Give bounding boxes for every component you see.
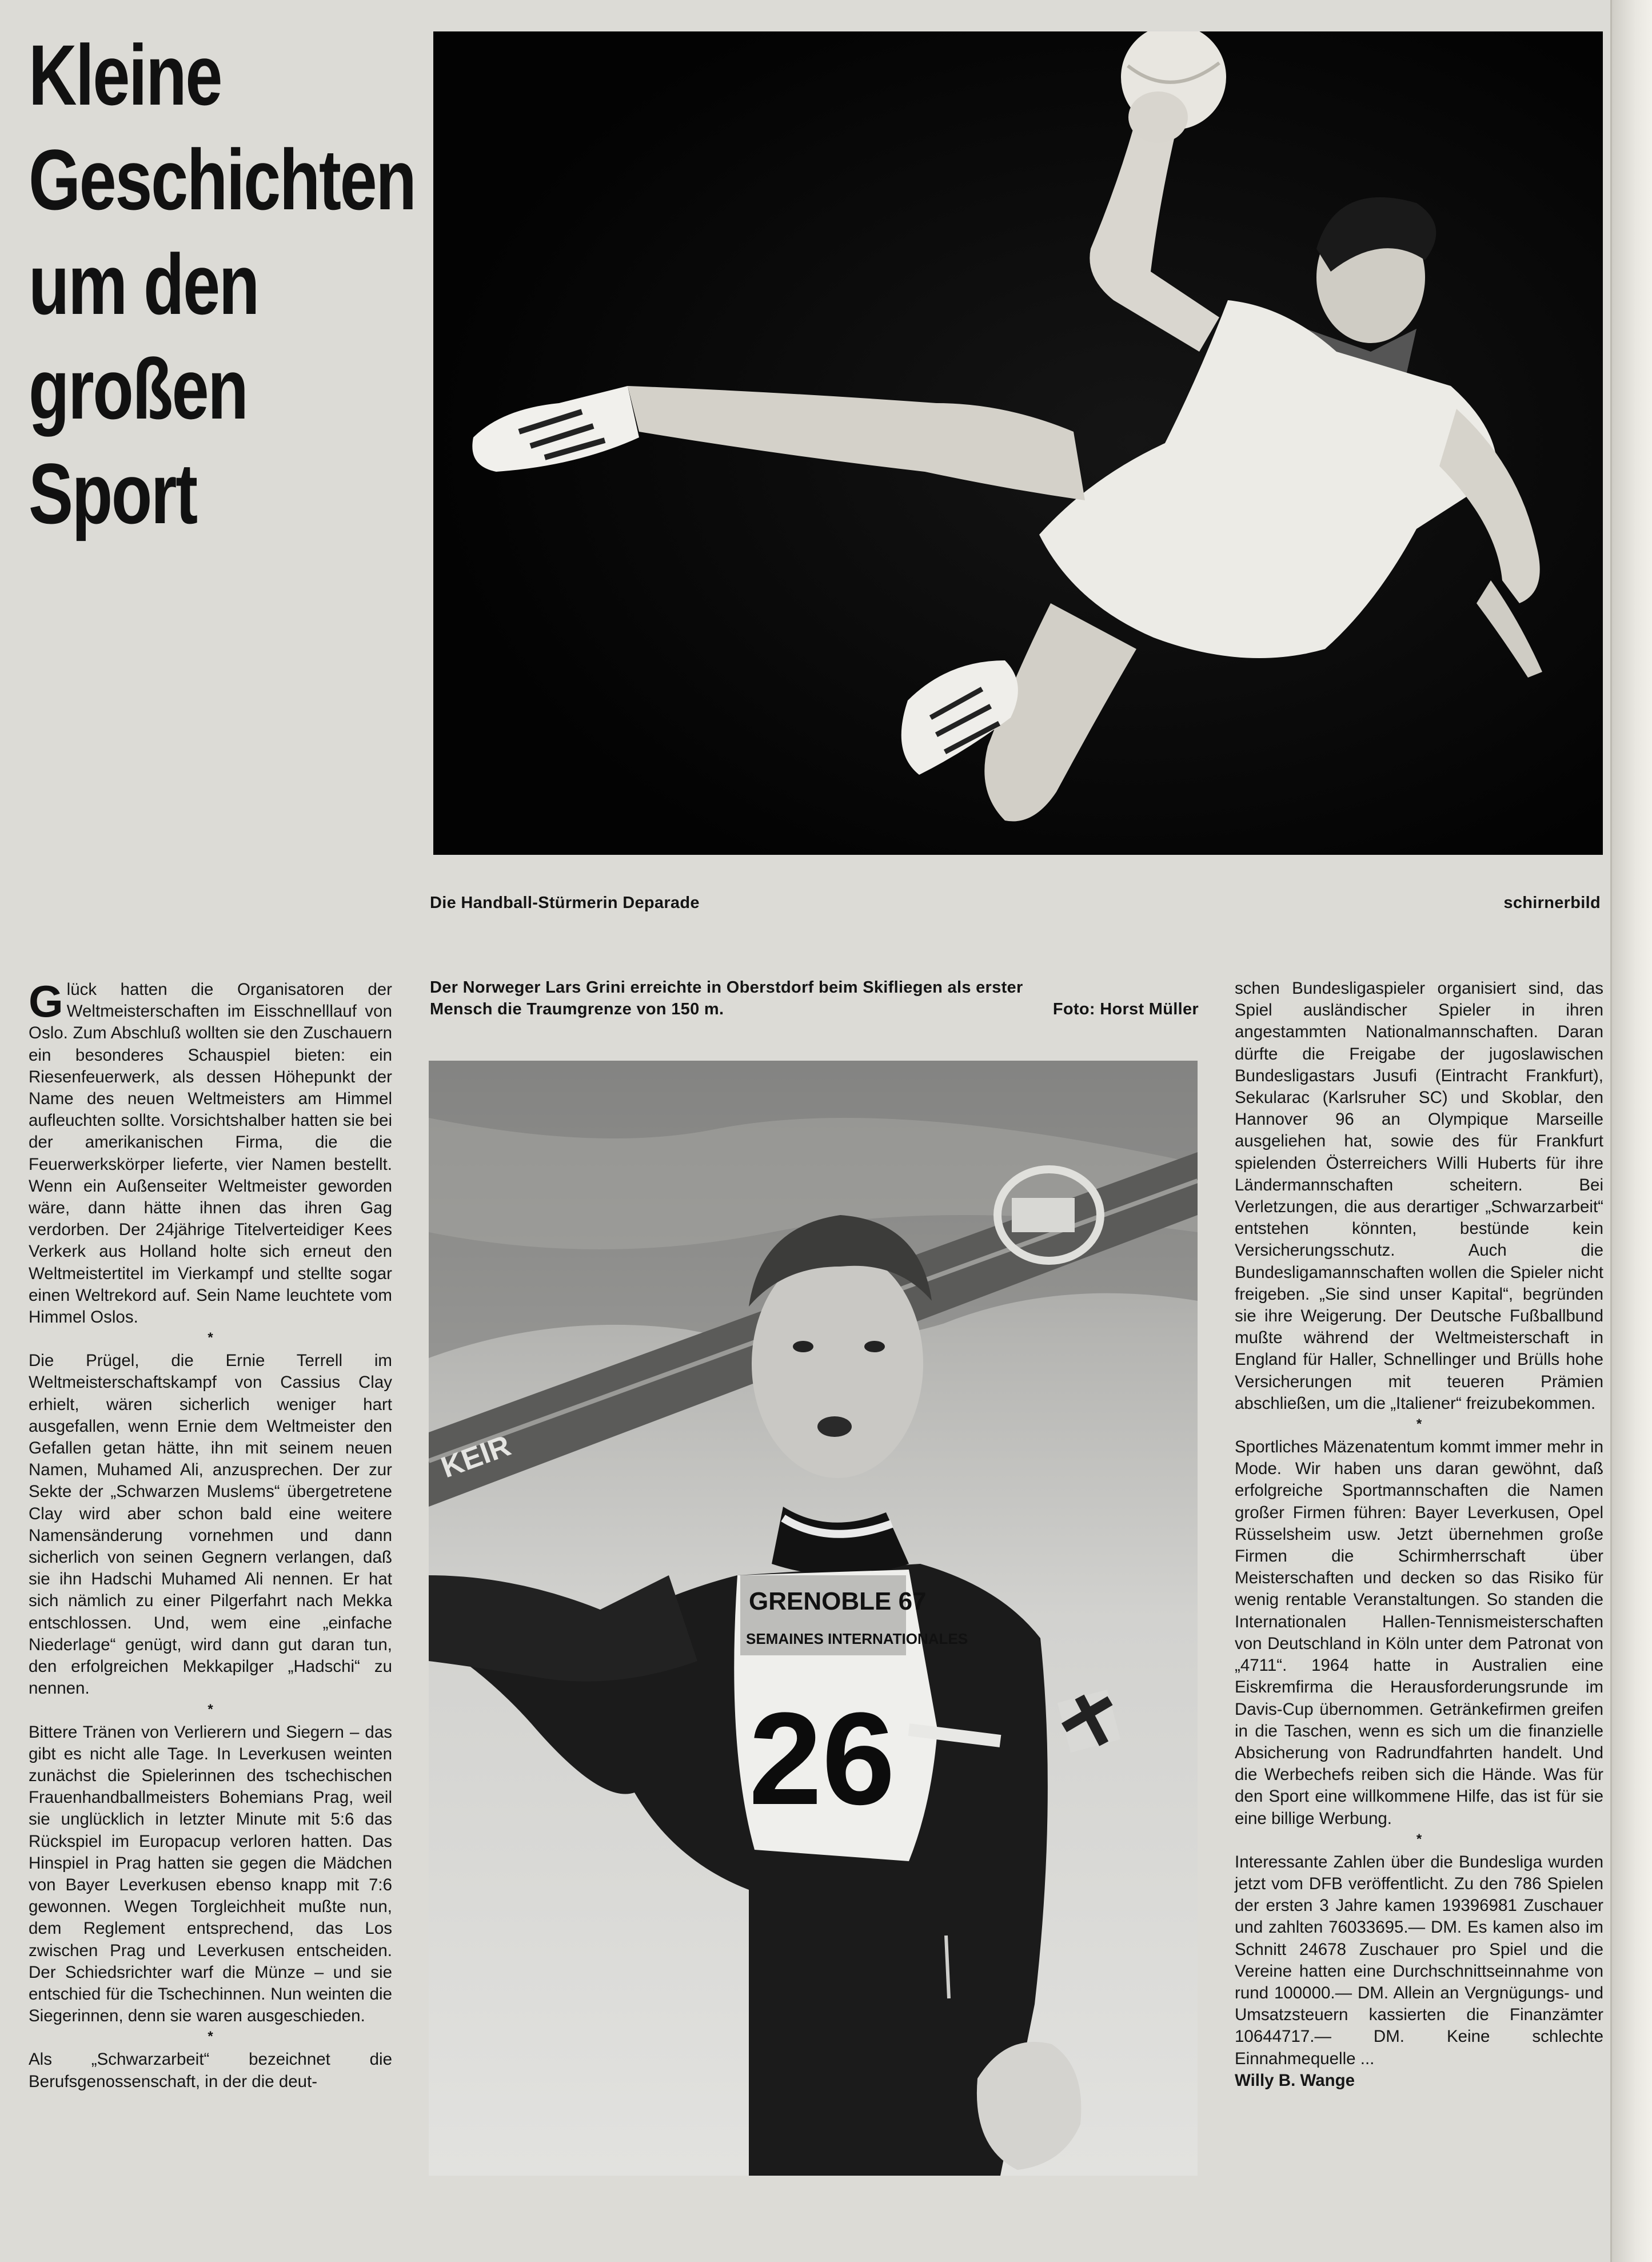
paragraph-separator: *: [1416, 1831, 1422, 1847]
article-column-right: [1235, 978, 1603, 2092]
article-paragraph: Bittere Tränen von Verlierern und Siegern – das gibt es nicht alle Tage. In Leverkusen weinten zunächst die Spielerinnen des tschechischen Frauenhandballmeisters Bohemians Prag, weil sie unglücklich in letzter Minute mit 5:6 das Rückspiel im Europacup verloren hatten. Das Hinspiel in Prag hatten sie gegen die Mädchen von Bayer Leverkusen ebenso knapp mit 7:6 gewonnen. Wegen Torgleichheit mußte nun, dem Reglement entsprechend, das Los zwischen Prag und Leverkusen entscheiden. Der Schiedsrichter warf die Münze – und sie entschied für die Tschechinnen. Nun weinten die Siegerinnen, denn sie waren ausgeschieden.: [29, 1722, 392, 2026]
headline-line: Geschichten: [29, 132, 416, 228]
paragraph-separator: *: [208, 2029, 213, 2045]
skijumper-illustration: [429, 1061, 1198, 2176]
handball-photo: [433, 31, 1603, 855]
headline-line: großen: [29, 341, 248, 437]
ski-lettering: KEIR: [437, 1429, 515, 1485]
skijumper-photo: [429, 1061, 1198, 2176]
skijumper-caption-line: Der Norweger Lars Grini erreichte in Oberstdorf beim Skifliegen als erster: [430, 978, 1023, 997]
headline-line: Sport: [29, 445, 197, 541]
article-paragraph: Als „Schwarzarbeit“ bezeichnet die Berufsgenossenschaft, in der die deut-: [29, 2050, 392, 2091]
article-paragraph: schen Bundesligaspieler organisiert sind, das Spiel ausländischer Spieler in ihren angestammten Nationalmannschaften. Daran dürfte die Freigabe der jugoslawischen Bundesligastars Jusufi (Eintracht Frankfurt), Sekularac (Karlsruher SC) und Skoblar, den Hannover 96 an Olympique Marseille ausgeliehen hat, sowie des für Frankfurt spielenden Österreichers Willi Huberts für ihre Ländermannschaften scheitern. Bei Verletzungen, die aus derartiger „Schwarzarbeit“ entstehen könnten, bestünde kein Versicherungsschutz. Auch die Bundesligamannschaften wollen die Spieler nicht freigeben. „Sie sind unser Kapital“, begründen sie ihre Weigerung. Der Deutsche Fußballbund mußte während der Weltmeisterschaft in England für Haller, Schnellinger und Brülls hohe Versicherungen mit teueren Prämien abschließen, um die „Italiener“ freizubekommen.: [1235, 979, 1603, 1413]
bib-number: 26: [749, 1685, 895, 1832]
headline-line: Kleine: [29, 27, 222, 123]
handball-caption: Die Handball-Stürmerin Deparade: [430, 894, 700, 912]
page-headline: [29, 23, 416, 546]
article-author: Willy B. Wange: [1235, 2070, 1355, 2090]
article-paragraph: Glück hatten die Organisatoren der Weltmeisterschaften im Eisschnelllauf von Oslo. Zum Abschluß wollten sie den Zuschauern ein besonderes Schauspiel bieten: ein Riesenfeuerwerk, als dessen Höhepunkt der Name des neuen Weltmeisters am Himmel aufleuchten sollte. Vorsichtshalber hatten sie bei der amerikanischen Firma, die die Feuerwerkskörper lieferte, vier Namen bestellt. Wenn ein Außenseiter Weltmeister geworden wäre, dann hätte ihnen das ihren Gag verdorben. Der 24jährige Titelverteidiger Kees Verkerk aus Holland holte sich erneut den Weltmeistertitel im Vierkampf und stellte sogar einen Weltrekord auf. Sein Name leuchtete vom Himmel Oslos.: [29, 976, 392, 1327]
bib-lettering: SEMAINES INTERNATIONALES: [746, 1630, 968, 1647]
paragraph-separator: *: [208, 1330, 213, 1346]
headline-line: um den: [29, 236, 258, 332]
article-paragraph: Sportliches Mäzenatentum kommt immer mehr in Mode. Wir haben uns daran gewöhnt, daß erfolgreiche Sportmannschaften die Namen großer Firmen führen: Bayer Leverkusen, Opel Rüsselsheim usw. Jetzt übernehmen große Firmen die Schirmherrschaft über Meisterschaften und decken so das Risiko für wenig rentable Veranstaltungen. So standen die Internationalen Hallen-Tennismeisterschaften von Deutschland in Köln unter dem Patronat von „4711“. 1964 hatte in Australien eine Eiskremfirma die Herausforderungsrunde im Davis-Cup übernommen. Getränkefirmen greifen in die Taschen, wenn es sich um die finanzielle Absicherung von Radrundfahrten handelt. Und die Werbechefs reiben sich die Hände. Was für den Sport eine willkommene Hilfe, das ist für sie eine billige Werbung.: [1235, 1437, 1603, 1828]
article-column-left: [29, 976, 392, 2093]
page-edge: [1610, 0, 1652, 2262]
skijumper-caption: [430, 977, 1199, 1020]
handball-player-illustration: [433, 31, 1603, 855]
handball-photo-credit: schirnerbild: [1503, 894, 1601, 912]
drop-cap: G: [29, 976, 63, 1026]
bib-lettering: GRENOBLE 67: [749, 1587, 927, 1615]
paragraph-separator: *: [1416, 1416, 1422, 1432]
article-paragraph: Die Prügel, die Ernie Terrell im Weltmeisterschaftskampf von Cassius Clay erhielt, wären sicherlich weniger hart ausgefallen, wenn Ernie dem Weltmeister den Gefallen getan hätte, ihn mit seinem neuen Namen, Muhamed Ali, anzusprechen. Der zur Sekte der „Schwarzen Muslems“ übergetretene Clay wird aber schon bald eine weitere Namensänderung vornehmen und dann sicherlich von seinen Gegnern verlangen, daß sie ihn Hadschi Muhamed Ali nennen. Er hat sich nämlich zu einer Pilgerfahrt nach Mekka entschlossen. Und, wem eine „einfache Niederlage“ genügt, wird dann gut daran tun, den erfolgreichen Mekkapilger „Hadschi“ zu nennen.: [29, 1351, 392, 1698]
skijumper-photo-credit: Foto: Horst Müller: [1052, 1000, 1199, 1018]
article-paragraph: Interessante Zahlen über die Bundesliga wurden jetzt vom DFB veröffentlicht. Zu den 786 Spielen der ersten 3 Jahre kamen 19396981 Zuschauer und zahlten 76033695.— DM. Es kamen also im Schnitt 24678 Zuschauer pro Spiel und die Vereine hatten eine Durchschnittseinnahme von rund 100000.— DM. Allein an Vergnügungs- und Umsatzsteuern kassierten die Finanzämter 10644717.— DM. Keine schlechte Einnahmequelle ...: [1235, 1852, 1603, 2068]
paragraph-separator: *: [208, 1701, 213, 1717]
skijumper-caption-line: Mensch die Traumgrenze von 150 m.: [430, 1000, 724, 1018]
